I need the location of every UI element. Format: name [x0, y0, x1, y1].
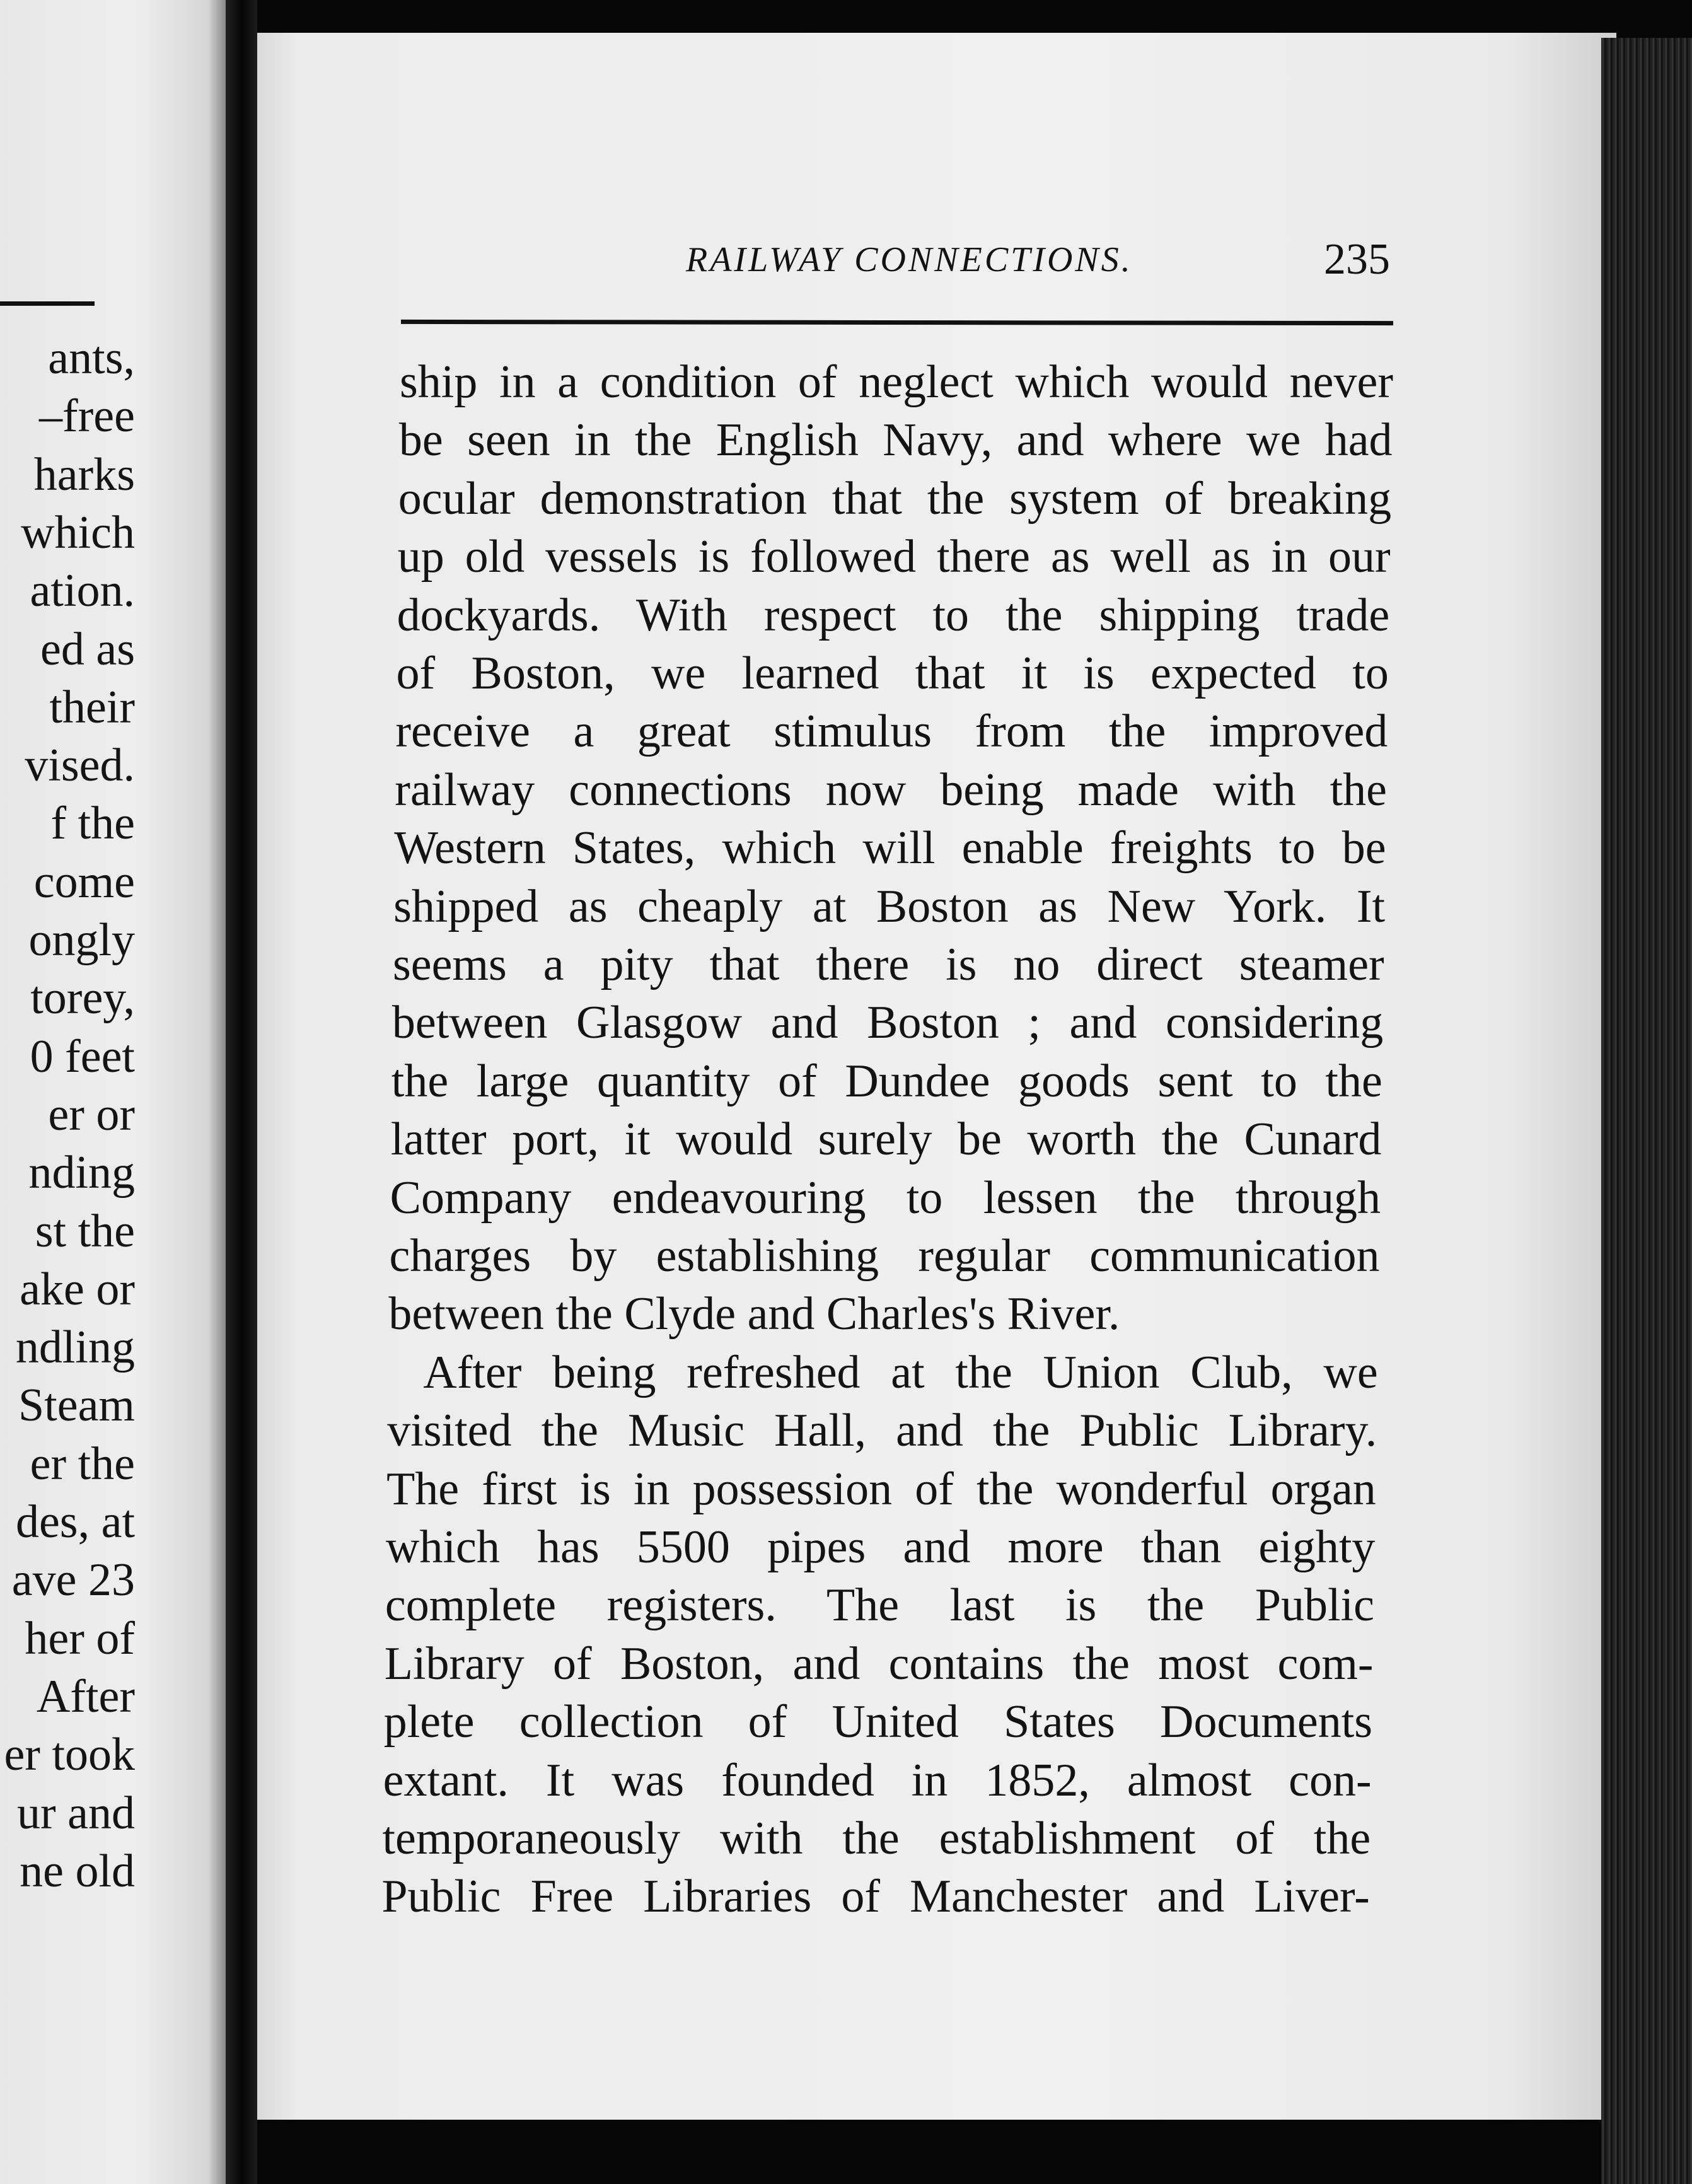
- body-text-line: seems a pity that there is no direct steamer: [393, 939, 1384, 990]
- body-text-line: complete registers. The last is the Public: [385, 1579, 1374, 1632]
- previous-page-line: ne old: [20, 1845, 135, 1897]
- previous-page-line: come: [33, 856, 135, 908]
- previous-page-line: f the: [50, 798, 135, 850]
- body-text-line: of Boston, we learned that it is expected to: [396, 648, 1389, 699]
- body-text-line: between Glasgow and Boston ; and considering: [391, 997, 1384, 1049]
- body-text-line: railway connections now being made with the: [395, 764, 1387, 816]
- previous-page-line: ndling: [15, 1321, 135, 1374]
- body-text-line: up old vessels is followed there as well as in our: [397, 531, 1391, 583]
- previous-page-line: des, at: [15, 1496, 135, 1548]
- previous-page-line: st the: [35, 1205, 135, 1257]
- running-head: RAILWAY CONNECTIONS.: [686, 240, 1133, 279]
- body-text-line: receive a great stimulus from the improved: [395, 706, 1388, 758]
- previous-page-line: After: [36, 1670, 135, 1722]
- previous-page-line: her of: [25, 1612, 135, 1664]
- previous-page-line: er the: [30, 1438, 135, 1490]
- body-text-line: temporaneously with the establishment of the: [382, 1813, 1371, 1864]
- previous-page-line: ake or: [20, 1263, 135, 1315]
- body-text-line: visited the Music Hall, and the Public Library.: [387, 1405, 1377, 1457]
- body-text-line: ship in a condition of neglect which would never: [400, 356, 1393, 408]
- previous-page-line: vised.: [25, 740, 135, 792]
- body-text-line: shipped as cheaply at Boston as New York. It: [393, 880, 1386, 932]
- body-text-line: latter port, it would surely be worth the Cunard: [390, 1113, 1382, 1166]
- body-text-line: ocular demonstration that the system of breaking: [398, 472, 1392, 525]
- body-text-line: be seen in the English Navy, and where we had: [398, 414, 1393, 467]
- body-text-line: charges by establishing regular communication: [389, 1230, 1380, 1282]
- previous-page-line: 0 feet: [30, 1030, 135, 1083]
- previous-page-line: harks: [33, 448, 135, 501]
- body-text-line: plete collection of United States Documents: [383, 1696, 1373, 1748]
- previous-page-line: ave 23: [11, 1554, 135, 1606]
- body-text-line: the large quantity of Dundee goods sent to the: [391, 1055, 1382, 1107]
- page-number: 235: [1324, 235, 1390, 284]
- body-text-line: dockyards. With respect to the shipping trade: [397, 589, 1390, 641]
- previous-page-line: their: [49, 681, 135, 733]
- previous-page-line: ants,: [48, 332, 135, 384]
- previous-page-rule: [0, 301, 95, 306]
- book-gutter: [226, 0, 257, 2184]
- previous-page-line: Steam: [18, 1380, 135, 1432]
- previous-page-line: ur and: [17, 1787, 135, 1839]
- previous-page-fragment: [0, 0, 226, 2184]
- previous-page-line: –free: [39, 390, 135, 443]
- body-text-line: between the Clyde and Charles's River.: [388, 1288, 1120, 1340]
- previous-page-line: which: [21, 506, 135, 559]
- previous-page-line: er took: [4, 1729, 135, 1781]
- body-text-line: After being refreshed at the Union Club, we: [423, 1346, 1378, 1398]
- body-text-line: The first is in possession of the wonderful organ: [386, 1463, 1376, 1515]
- previous-page-line: ation.: [30, 565, 135, 617]
- page-block-edge: [1601, 38, 1692, 2184]
- body-text-line: extant. It was founded in 1852, almost con-: [383, 1754, 1372, 1806]
- body-text-line: which has 5500 pipes and more than eighty: [386, 1521, 1376, 1573]
- previous-page-line: ongly: [28, 914, 135, 966]
- body-text-line: Public Free Libraries of Manchester and Liver-: [381, 1871, 1370, 1923]
- previous-page-line: nding: [28, 1147, 135, 1199]
- previous-page-line: ed as: [40, 623, 135, 675]
- previous-page-line: er or: [48, 1088, 135, 1141]
- previous-page-line: torey,: [30, 972, 135, 1025]
- body-text-line: Library of Boston, and contains the most com-: [384, 1637, 1374, 1690]
- body-text-line: Company endeavouring to lessen the through: [390, 1171, 1381, 1224]
- body-text-line: Western States, which will enable freights to be: [394, 822, 1386, 874]
